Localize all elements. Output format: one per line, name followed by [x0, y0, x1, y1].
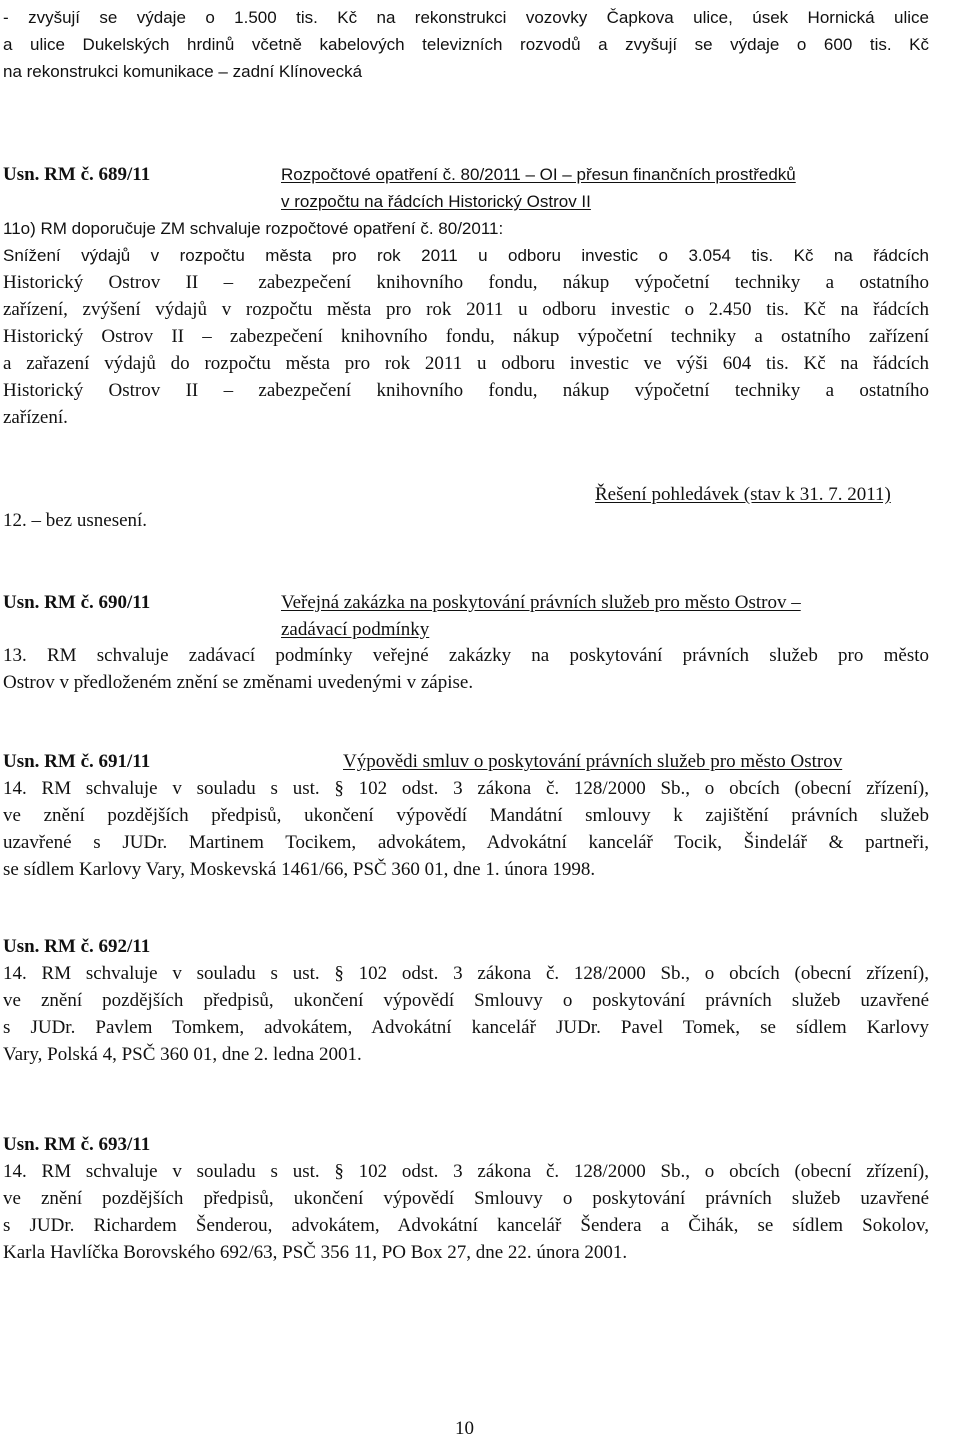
- resolution-title-689-line-2: v rozpočtu na řádcích Historický Ostrov II: [281, 192, 591, 211]
- resolution-691-text-3: uzavřené s JUDr. Martinem Tocikem, advokátem, Advokátní kancelář Tocik, Šindelář & partneři,: [3, 832, 929, 853]
- resolution-693-text-2: ve znění pozdějších předpisů, ukončení výpovědí Smlouvy o poskytování právních služeb uzavřené: [3, 1188, 929, 1209]
- resolution-691-text-1: 14. RM schvaluje v souladu s ust. § 102 odst. 3 zákona č. 128/2000 Sb., o obcích (obecní zřízení),: [3, 778, 929, 799]
- resolution-693-text-4: Karla Havlíčka Borovského 692/63, PSČ 356 11, PO Box 27, dne 22. února 2001.: [3, 1242, 628, 1263]
- resolution-692-text-3: s JUDr. Pavlem Tomkem, advokátem, Advokátní kancelář JUDr. Pavel Tomek, se sídlem Karlovy: [3, 1017, 929, 1038]
- resolution-689-text-2: Snížení výdajů v rozpočtu města pro rok 2011 u odboru investic o 3.054 tis. Kč na řádcích: [3, 246, 929, 265]
- resolution-690-text-2: Ostrov v předloženém znění se změnami uvedenými v zápise.: [3, 672, 474, 693]
- resolution-692-text-1: 14. RM schvaluje v souladu s ust. § 102 odst. 3 zákona č. 128/2000 Sb., o obcích (obecní zřízení),: [3, 963, 929, 984]
- intro-line-1: - zvyšují se výdaje o 1.500 tis. Kč na rekonstrukci vozovky Čapkova ulice, úsek Hornická ulice: [3, 8, 929, 27]
- resolution-691-text-4: se sídlem Karlovy Vary, Moskevská 1461/66, PSČ 360 01, dne 1. února 1998.: [3, 859, 596, 880]
- resolution-title-690-line-2: zadávací podmínky: [281, 619, 430, 640]
- resolution-number-690: Usn. RM č. 690/11: [3, 592, 151, 613]
- resolution-693-text-1: 14. RM schvaluje v souladu s ust. § 102 odst. 3 zákona č. 128/2000 Sb., o obcích (obecní zřízení),: [3, 1161, 929, 1182]
- item-12-title: Řešení pohledávek (stav k 31. 7. 2011): [595, 484, 891, 505]
- resolution-689-text-7: Historický Ostrov II – zabezpečení knihovního fondu, nákup výpočetní techniky a ostatního: [3, 380, 929, 401]
- resolution-691-text-2: ve znění pozdějších předpisů, ukončení výpovědí Mandátní smlouvy k zajištění právních služeb: [3, 805, 929, 826]
- resolution-689-text-1: 11o) RM doporučuje ZM schvaluje rozpočtové opatření č. 80/2011:: [3, 219, 504, 238]
- resolution-689-text-3: Historický Ostrov II – zabezpečení knihovního fondu, nákup výpočetní techniky a ostatního: [3, 272, 929, 293]
- intro-line-3: na rekonstrukci komunikace – zadní Klínovecká: [3, 62, 363, 81]
- item-12-text: 12. – bez usnesení.: [3, 510, 148, 531]
- intro-line-2: a ulice Dukelských hrdinů včetně kabelových televizních rozvodů a zvyšují se výdaje o 600 tis. Kč: [3, 35, 929, 54]
- resolution-692-text-2: ve znění pozdějších předpisů, ukončení výpovědí Smlouvy o poskytování právních služeb uzavřené: [3, 990, 929, 1011]
- resolution-689-text-5: Historický Ostrov II – zabezpečení knihovního fondu, nákup výpočetní techniky a ostatního zařízení: [3, 326, 929, 347]
- resolution-number-693: Usn. RM č. 693/11: [3, 1134, 151, 1155]
- resolution-number-692: Usn. RM č. 692/11: [3, 936, 151, 957]
- resolution-692-text-4: Vary, Polská 4, PSČ 360 01, dne 2. ledna 2001.: [3, 1044, 362, 1065]
- resolution-693-text-3: s JUDr. Richardem Šenderou, advokátem, Advokátní kancelář Šendera a Čihák, se sídlem Sokolov,: [3, 1215, 929, 1236]
- resolution-title-691: Výpovědi smluv o poskytování právních služeb pro město Ostrov: [343, 751, 843, 772]
- page-number: 10: [455, 1418, 474, 1439]
- resolution-689-text-8: zařízení.: [3, 407, 68, 428]
- resolution-690-text-1: 13. RM schvaluje zadávací podmínky veřejné zakázky na poskytování právních služeb pro město: [3, 645, 929, 666]
- resolution-689-text-4: zařízení, zvýšení výdajů v rozpočtu města pro rok 2011 u odboru investic o 2.450 tis. Kč na řádcích: [3, 299, 929, 320]
- resolution-title-690-line-1: Veřejná zakázka na poskytování právních služeb pro město Ostrov –: [281, 592, 801, 613]
- resolution-number-691: Usn. RM č. 691/11: [3, 751, 151, 772]
- resolution-title-689-line-1: Rozpočtové opatření č. 80/2011 – OI – přesun finančních prostředků: [281, 165, 796, 184]
- resolution-number-689: Usn. RM č. 689/11: [3, 164, 151, 185]
- resolution-689-text-6: a zařazení výdajů do rozpočtu města pro rok 2011 u odboru investic ve výši 604 tis. Kč na řádcích: [3, 353, 929, 374]
